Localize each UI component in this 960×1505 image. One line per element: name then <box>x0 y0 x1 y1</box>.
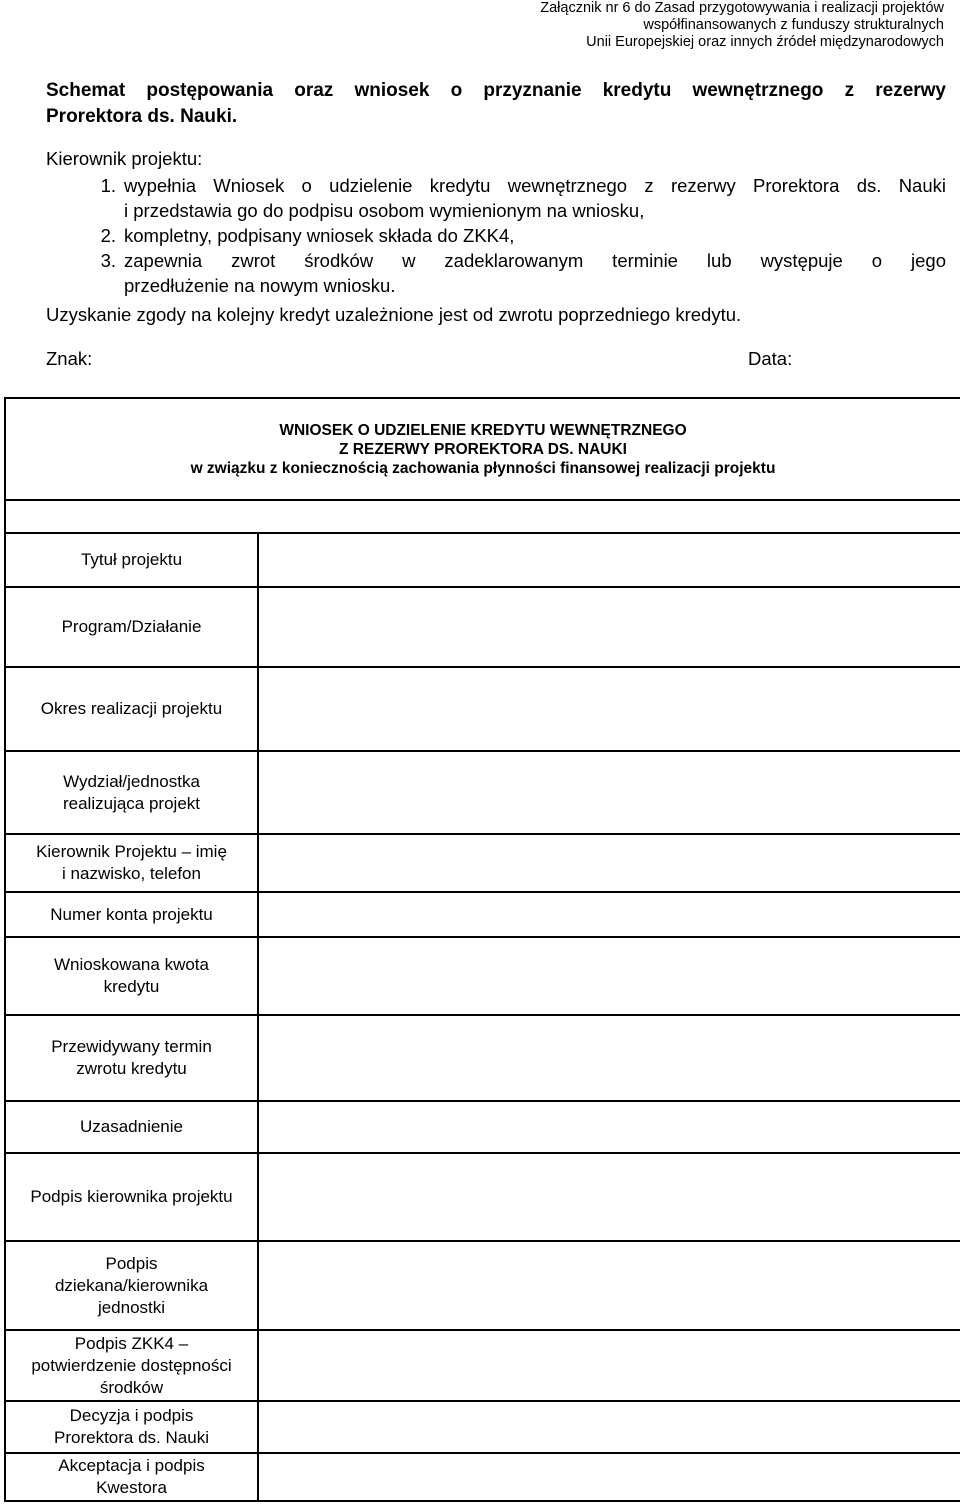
form-field-manager-signature[interactable] <box>258 1153 960 1241</box>
form-label-vice-rector-decision: Decyzja i podpis Prorektora ds. Nauki <box>5 1401 258 1453</box>
application-form <box>4 397 960 1502</box>
form-field-dean-signature[interactable] <box>258 1241 960 1330</box>
form-title: WNIOSEK O UDZIELENIE KREDYTU WEWNĘTRZNEGO <box>279 421 687 439</box>
step-text: i przedstawia go do podpisu osobom wymienionym na wniosku, <box>124 200 645 221</box>
form-label-account-number: Numer konta projektu <box>5 892 258 937</box>
form-field-repayment-date[interactable] <box>258 1015 960 1101</box>
znak-field-label: Znak: <box>46 348 93 369</box>
form-label-program: Program/Działanie <box>5 587 258 667</box>
procedure-step <box>46 223 946 248</box>
form-label-justification: Uzasadnienie <box>5 1101 258 1153</box>
form-label-quaestor-acceptance: Akceptacja i podpis Kwestora <box>5 1453 258 1501</box>
form-label-zkk4-signature: Podpis ZKK4 – potwierdzenie dostępności środków <box>5 1330 258 1401</box>
procedure-step <box>46 248 946 298</box>
attachment-line: Unii Europejskiej oraz innych źródeł międzynarodowych <box>586 34 944 50</box>
form-label-repayment-date: Przewidywany termin zwrotu kredytu <box>5 1015 258 1101</box>
procedure-section <box>46 146 946 327</box>
step-text: kompletny, podpisany wniosek składa do ZKK4, <box>124 225 515 246</box>
step-number: 1. <box>100 175 116 196</box>
attachment-line: Załącznik nr 6 do Zasad przygotowywania i realizacji projektów <box>540 0 944 16</box>
form-field-zkk4-signature[interactable] <box>258 1330 960 1401</box>
form-field-requested-amount[interactable] <box>258 937 960 1015</box>
form-label-project-manager: Kierownik Projektu – imię i nazwisko, telefon <box>5 834 258 892</box>
step-text: wypełnia Wniosek o udzielenie kredytu wewnętrznego z rezerwy Prorektora ds. Nauki <box>124 175 946 196</box>
form-field-project-period[interactable] <box>258 667 960 751</box>
form-title-cell <box>5 398 960 500</box>
form-spacer-row <box>5 500 960 533</box>
step-text: zapewnia zwrot środków w zadeklarowanym terminie lub występuje o jego <box>124 250 946 271</box>
form-label-project-title: Tytuł projektu <box>5 533 258 587</box>
form-label-department: Wydział/jednostka realizująca projekt <box>5 751 258 834</box>
document-heading <box>46 78 946 130</box>
procedure-role: Kierownik projektu: <box>46 148 203 169</box>
procedure-note: Uzyskanie zgody na kolejny kredyt uzależnione jest od zwrotu poprzedniego kredytu. <box>46 304 742 325</box>
attachment-line: współfinansowanych z funduszy strukturalnych <box>643 17 944 33</box>
form-field-vice-rector-decision[interactable] <box>258 1401 960 1453</box>
form-subtitle: w związku z koniecznością zachowania płynności finansowej realizacji projektu <box>190 459 776 477</box>
form-field-account-number[interactable] <box>258 892 960 937</box>
form-field-project-manager[interactable] <box>258 834 960 892</box>
step-text: przedłużenie na nowym wniosku. <box>124 275 396 296</box>
procedure-step <box>46 173 946 223</box>
attachment-note <box>424 0 944 51</box>
form-label-manager-signature: Podpis kierownika projektu <box>5 1153 258 1241</box>
form-label-dean-signature: Podpis dziekana/kierownika jednostki <box>5 1241 258 1330</box>
form-title: Z REZERWY PROREKTORA DS. NAUKI <box>339 440 627 458</box>
form-field-quaestor-acceptance[interactable] <box>258 1453 960 1501</box>
form-field-justification[interactable] <box>258 1101 960 1153</box>
step-number: 2. <box>100 225 116 246</box>
form-field-program[interactable] <box>258 587 960 667</box>
date-field-label: Data: <box>748 348 793 369</box>
form-label-requested-amount: Wnioskowana kwota kredytu <box>5 937 258 1015</box>
form-field-department[interactable] <box>258 751 960 834</box>
form-label-project-period: Okres realizacji projektu <box>5 667 258 751</box>
form-field-project-title[interactable] <box>258 533 960 587</box>
heading-line: Schemat postępowania oraz wniosek o przyznanie kredytu wewnętrznego z rezerwy <box>46 80 946 101</box>
step-number: 3. <box>100 250 116 271</box>
heading-line: Prorektora ds. Nauki. <box>46 106 238 127</box>
